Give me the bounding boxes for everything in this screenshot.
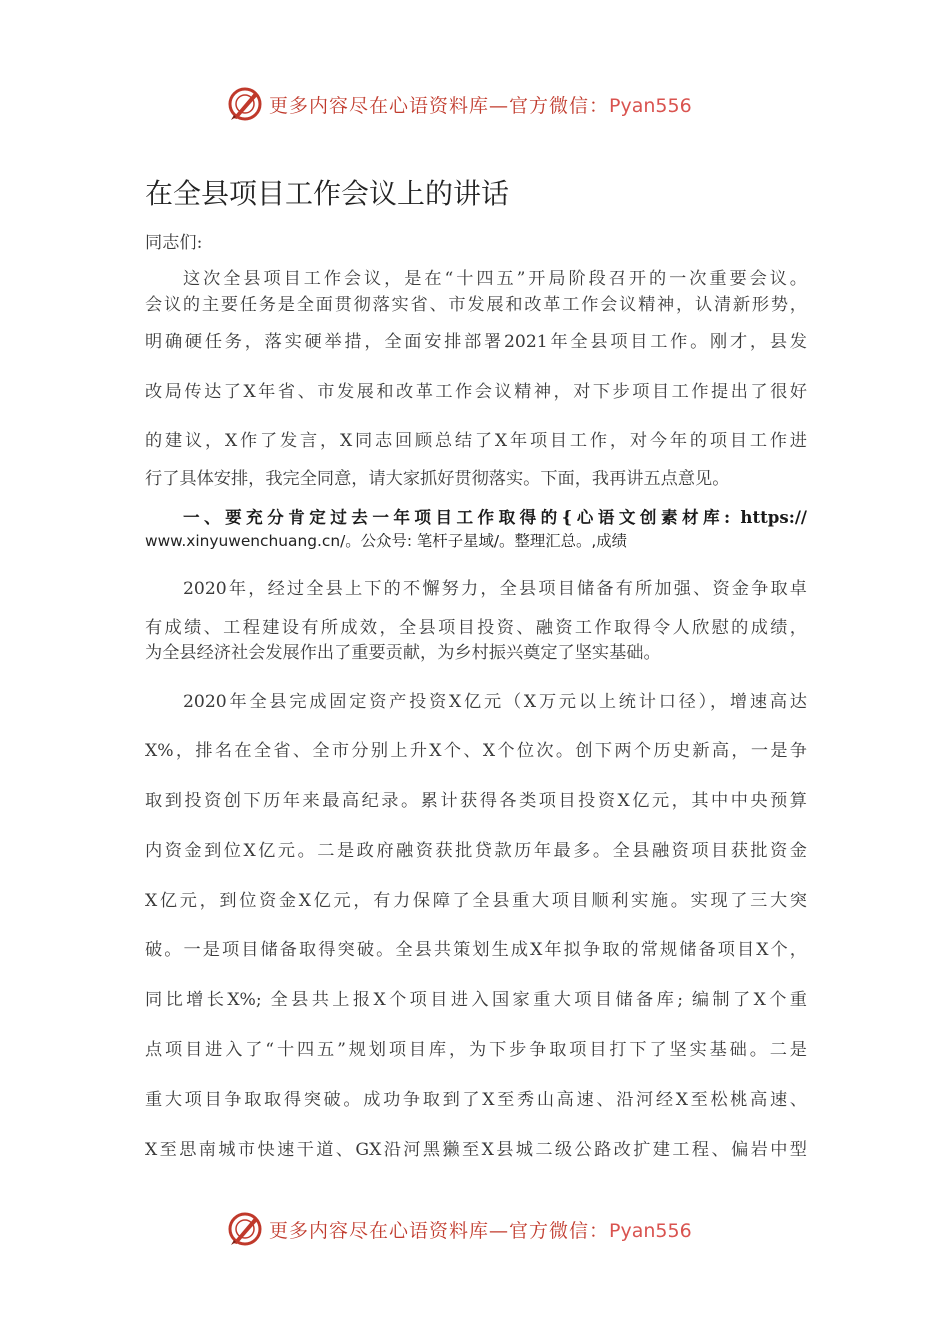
watermark-text: 更多内容尽在心语资料库—官方微信：Pyan556 — [269, 1219, 692, 1242]
text-line: 同比增长X%; 全县共上报X个项目进入国家重大项目储备库; 编制了X个重 — [145, 990, 807, 1010]
salutation: 同志们: — [145, 233, 203, 253]
watermark-banner-top — [225, 82, 692, 126]
text-line: X%，排名在全省、全市分别上升X个、X个位次。创下两个历史新高，一是争 — [145, 741, 807, 761]
text-line: 的建议，X作了发言，X同志回顾总结了X年项目工作，对今年的项目工作进 — [145, 431, 807, 451]
watermark-text: 更多内容尽在心语资料库—官方微信：Pyan556 — [269, 94, 692, 117]
text-line: 会议的主要任务是全面贯彻落实省、市发展和改革工作会议精神，认清新形势， — [145, 295, 807, 315]
wechat-id: Pyan556 — [609, 1219, 692, 1242]
text-line: 内资金到位X亿元。二是政府融资获批贷款历年最多。全县融资项目获批资金 — [145, 841, 807, 861]
text-line: 2020年全县完成固定资产投资X亿元（X万元以上统计口径），增速高达 — [183, 692, 807, 712]
text-line: 取到投资创下历年来最高纪录。累计获得各类项目投资X亿元，其中中央预算 — [145, 791, 807, 811]
document-title: 在全县项目工作会议上的讲话 — [145, 177, 510, 210]
text-line: 改局传达了X年省、市发展和改革工作会议精神，对下步项目工作提出了很好 — [145, 382, 807, 402]
quill-seal-icon — [225, 84, 265, 124]
text-line: 点项目进入了“十四五”规划项目库，为下步争取项目打下了坚实基础。二是 — [145, 1040, 807, 1060]
wechat-id: Pyan556 — [609, 94, 692, 117]
text-line: 重大项目争取取得突破。成功争取到了X至秀山高速、沿河经X至松桃高速、 — [145, 1090, 807, 1110]
text-line: X亿元，到位资金X亿元，有力保障了全县重大项目顺利实施。实现了三大突 — [145, 891, 807, 911]
text-line: 有成绩、工程建设有所成效，全县项目投资、融资工作取得令人欣慰的成绩， — [145, 618, 807, 638]
quill-seal-icon — [225, 1209, 265, 1249]
text-line: X至思南城市快速干道、GX沿河黑獭至X县城二级公路改扩建工程、偏岩中型 — [145, 1140, 807, 1160]
text-line: 这次全县项目工作会议，是在“十四五”开局阶段召开的一次重要会议。 — [183, 269, 807, 289]
text-line: 破。一是项目储备取得突破。全县共策划生成X年拟争取的常规储备项目X个， — [145, 940, 807, 960]
text-line: 2020年，经过全县上下的不懈努力，全县项目储备有所加强、资金争取卓 — [183, 579, 807, 599]
text-line: 为全县经济社会发展作出了重要贡献，为乡村振兴奠定了坚实基础。 — [145, 643, 661, 663]
watermark-banner-bottom — [225, 1207, 692, 1251]
text-line: 明确硬任务，落实硬举措，全面安排部署2021年全县项目工作。刚才，县发 — [145, 332, 807, 352]
section-heading: 一、要充分肯定过去一年项目工作取得的{心语文创素材库: https:// — [183, 507, 807, 527]
text-line: 行了具体安排，我完全同意，请大家抓好贯彻落实。下面，我再讲五点意见。 — [145, 469, 730, 489]
section-heading-continued: www.xinyuwenchuang.cn/。公众号: 笔杆子星域/。整理汇总。,成绩 — [145, 532, 628, 550]
